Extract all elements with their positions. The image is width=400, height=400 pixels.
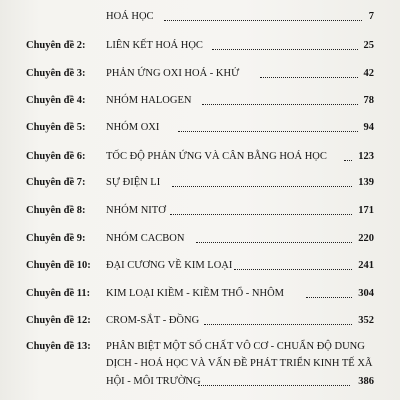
toc-chapter-label: Chuyên đề 13:	[26, 341, 91, 352]
toc-page-number: 241	[358, 260, 374, 271]
toc-chapter-label: Chuyên đề 8:	[26, 205, 86, 216]
toc-page-number: 25	[363, 40, 374, 51]
toc-page-number: 78	[363, 95, 374, 106]
toc-page-number: 171	[358, 205, 374, 216]
toc-entry-title: KIM LOẠI KIỀM - KIỀM THỔ - NHÔM	[106, 288, 284, 299]
toc-page-number: 7	[368, 11, 374, 22]
dotted-leader	[164, 19, 362, 21]
toc-entry-title: NHÓM CACBON	[106, 233, 185, 244]
dotted-leader	[178, 130, 358, 132]
toc-chapter-label: Chuyên đề 4:	[26, 95, 86, 106]
dotted-leader	[172, 185, 352, 187]
toc-page-number: 304	[358, 288, 374, 299]
toc-page-number: 386	[358, 376, 374, 387]
toc-entry-title-line-1: PHÂN BIỆT MỘT SỐ CHẤT VÔ CƠ - CHUẨN ĐỘ DUNG	[106, 341, 365, 352]
toc-chapter-label: Chuyên đề 5:	[26, 122, 86, 133]
dotted-leader	[170, 213, 352, 215]
toc-chapter-label: Chuyên đề 11:	[26, 288, 91, 299]
dotted-leader	[212, 48, 358, 50]
toc-page-number: 139	[358, 177, 374, 188]
toc-entry-title: PHẢN ỨNG OXI HOÁ - KHỬ	[106, 68, 240, 79]
toc-entry-title: NHÓM OXI	[106, 122, 160, 133]
toc-entry-title: SỰ ĐIỆN LI	[106, 177, 161, 188]
toc-entry-title: CROM-SẮT - ĐỒNG	[106, 315, 200, 326]
toc-entry-title: NHÓM HALOGEN	[106, 95, 192, 106]
toc-entry-title: NHÓM NITƠ	[106, 205, 166, 216]
toc-page-number: 352	[358, 315, 374, 326]
toc-chapter-label: Chuyên đề 2:	[26, 40, 86, 51]
dotted-leader	[306, 296, 352, 298]
toc-page-number: 220	[358, 233, 374, 244]
dotted-leader	[344, 159, 352, 161]
dotted-leader	[204, 323, 352, 325]
toc-chapter-label: Chuyên đề 12:	[26, 315, 91, 326]
toc-entry-title-line-3: HỘI - MÔI TRƯỜNG	[106, 376, 201, 387]
toc-chapter-label: Chuyên đề 6:	[26, 151, 86, 162]
toc-chapter-label: Chuyên đề 10:	[26, 260, 91, 271]
toc-chapter-label: Chuyên đề 9:	[26, 233, 86, 244]
toc-page-number: 42	[363, 68, 374, 79]
dotted-leader	[202, 103, 358, 105]
toc-entry-title: LIÊN KẾT HOÁ HỌC	[106, 40, 203, 51]
dotted-leader	[196, 241, 352, 243]
toc-chapter-label: Chuyên đề 3:	[26, 68, 86, 79]
toc-entry-title: HOÁ HỌC	[106, 11, 154, 22]
toc-entry-13	[0, 340, 400, 400]
toc-page-number: 94	[363, 122, 374, 133]
toc-entry-title: TỐC ĐỘ PHẢN ỨNG VÀ CÂN BẰNG HOÁ HỌC	[106, 151, 327, 162]
dotted-leader	[234, 268, 352, 270]
dotted-leader	[260, 76, 358, 78]
toc-entry-title-line-2: DỊCH - HOÁ HỌC VÀ VẤN ĐỀ PHÁT TRIỂN KINH TẾ XÃ	[106, 358, 373, 369]
toc-chapter-label: Chuyên đề 7:	[26, 177, 86, 188]
toc-page-number: 123	[358, 151, 374, 162]
dotted-leader	[198, 384, 350, 386]
toc-entry-title: ĐẠI CƯƠNG VỀ KIM LOẠI	[106, 260, 233, 271]
